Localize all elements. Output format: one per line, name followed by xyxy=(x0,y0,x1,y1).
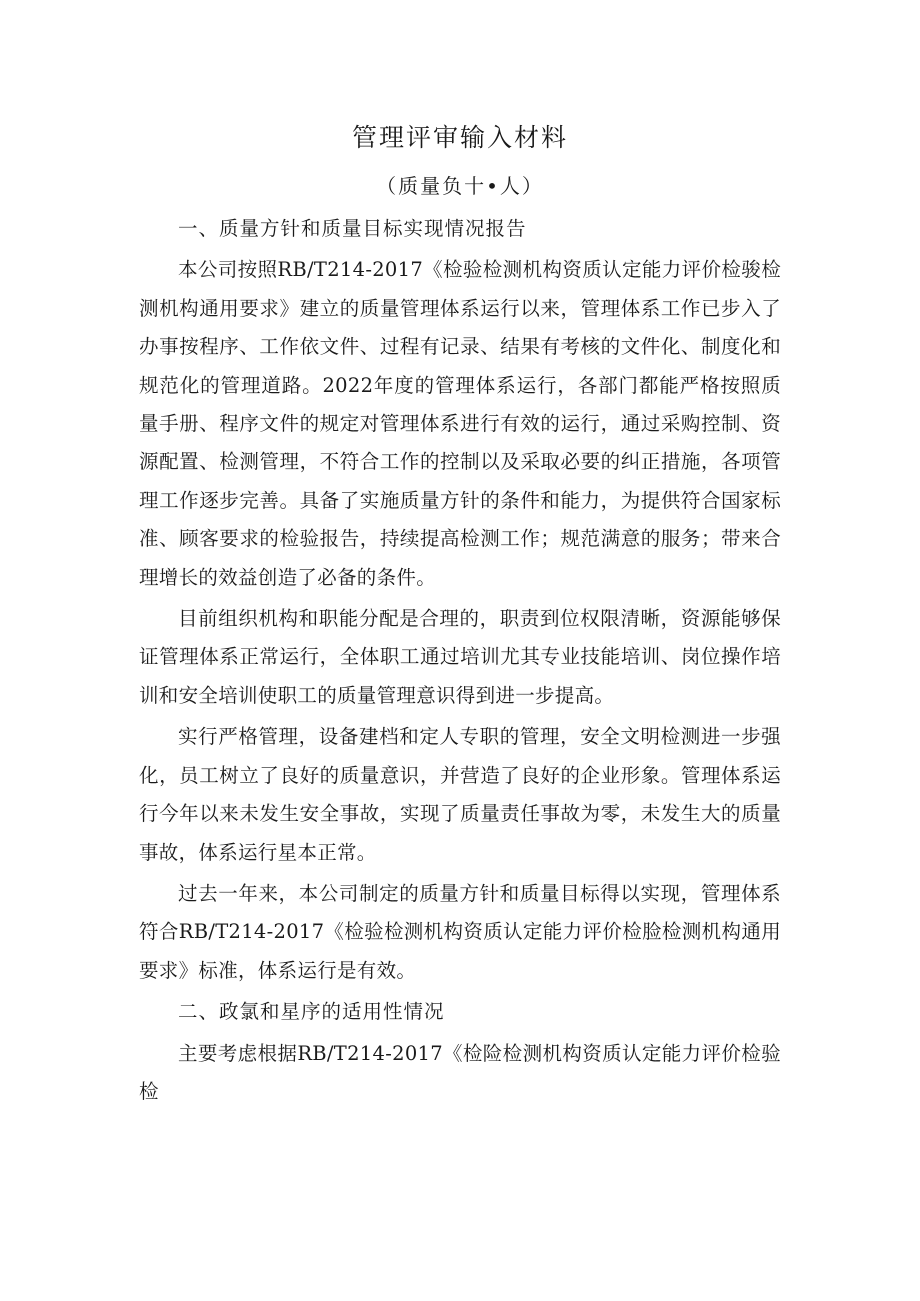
section-heading: 二、政氯和星序的适用性情况 xyxy=(178,1000,445,1024)
document-title: 管理评审输入材料 xyxy=(351,123,568,152)
paragraph: 目前组织机构和职能分配是合理的，职责到位权限清晰，资源能够保证管理体系正常运行，全体职工通过培训尤其专业技能培训、岗位操作培训和安全培训使职工的质量管理意识得到进一步提高。 xyxy=(139,607,781,707)
document-subtitle: （质量负十•人） xyxy=(376,174,544,198)
paragraph: 过去一年来，本公司制定的质量方针和质量目标得以实现，管理体系符合RB/T214-2017《检验检测机构资质认定能力评价检脸检测机构通用要求》标准，体系运行是有效。 xyxy=(139,881,781,982)
paragraph: 实行严格管理，设备建档和定人专职的管理，安全文明检测进一步强化，员工树立了良好的质量意识，并营造了良好的企业形象。管理体系运行今年以来未发生安全事故，实现了质量责任事故为零，未发生大的质量事故，体系运行星本正常。 xyxy=(139,725,781,864)
document-body xyxy=(139,210,781,1111)
paragraph: 本公司按照RB/T214-2017《检验检测机构资质认定能力评价检骏检测机构通用要求》建立的质量管理体系运行以来，管理体系工作已步入了办事按程序、工作依文件、过程有记录、结果有考核的文件化、制度化和规范化的管理道路。2022年度的管理体系运行，各部门都能严格按照质量手册、程序文件的规定对管理体系进行有效的运行，通过采购控制、资源配置、检测管理，不符合工作的控制以及采取必要的纠正措施，各项管理工作逐步完善。具备了实施质量方针的条件和能力，为提供符合国家标准、顾客要求的检验报告，持续提高检测工作；规范满意的服务；带来合理增长的效益创造了必备的条件。 xyxy=(139,258,781,589)
paragraph: 主要考虑根据RB/T214-2017《检险检测机构资质认定能力评价检验检 xyxy=(139,1041,781,1103)
section-heading: 一、质量方针和质量目标实现情况报告 xyxy=(178,217,527,240)
